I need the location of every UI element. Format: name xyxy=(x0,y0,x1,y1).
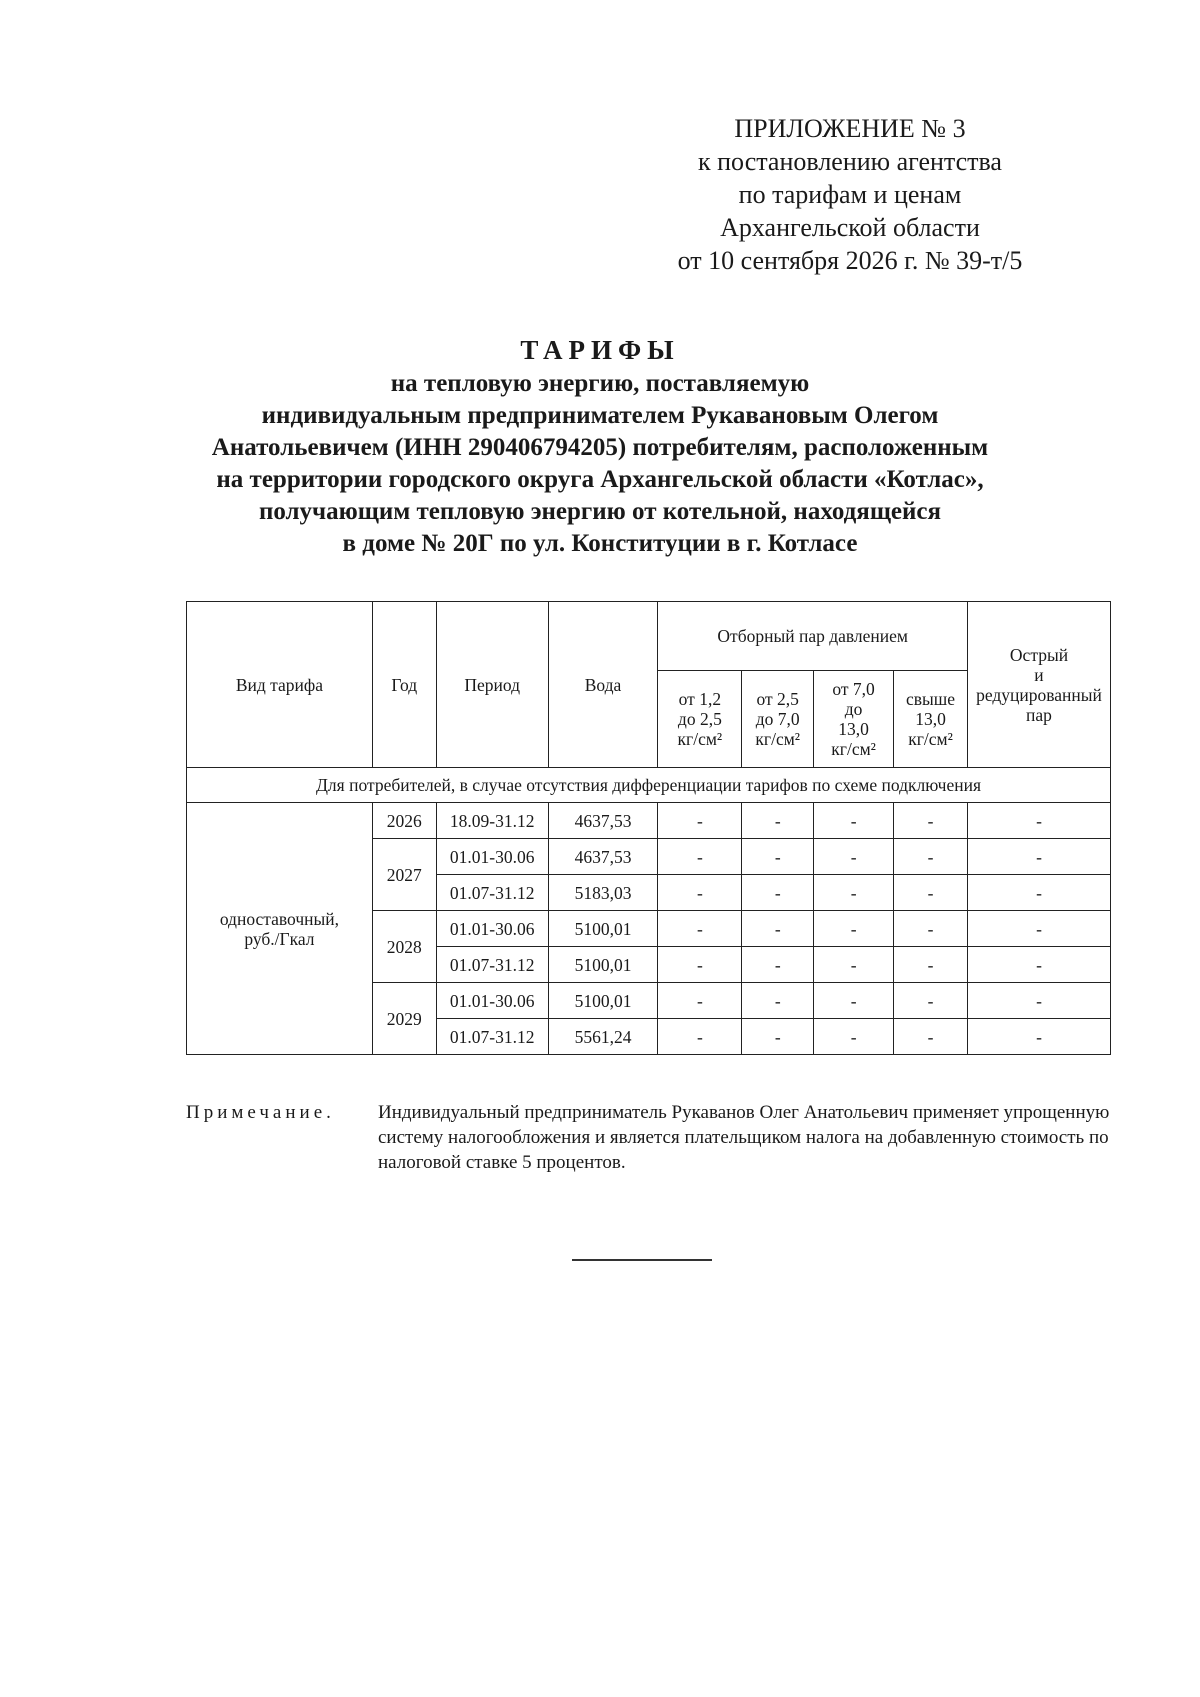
note-text: Индивидуальный предприниматель Рукаванов Олег Анатольевич применяет упрощенную систему налогообложения и является плательщиком налога на добавленную стоимость по налоговой ставке 5 процентов. xyxy=(378,1102,1110,1173)
steam-cell: - xyxy=(742,911,814,947)
steam-cell: - xyxy=(894,839,968,875)
header-steam-2 xyxy=(742,671,814,768)
sharp-steam-cell: - xyxy=(967,839,1110,875)
year-cell: 2028 xyxy=(372,911,436,983)
appendix-number: ПРИЛОЖЕНИЕ № 3 xyxy=(734,114,966,143)
header-text: свыше xyxy=(906,689,956,709)
header-text: и xyxy=(1034,664,1044,685)
header-text: от 1,2 xyxy=(678,689,722,709)
steam-cell: - xyxy=(658,911,742,947)
document-title xyxy=(150,334,1050,560)
header-steam-1 xyxy=(658,671,742,768)
header-sharp-steam xyxy=(967,602,1110,768)
steam-cell: - xyxy=(742,1019,814,1055)
water-cell: 5100,01 xyxy=(548,947,658,983)
steam-cell: - xyxy=(894,1019,968,1055)
header-water: Вода xyxy=(548,602,658,768)
title-line: на территории городского округа Архангельской области «Котлас», xyxy=(216,466,984,493)
water-cell: 5100,01 xyxy=(548,911,658,947)
steam-cell: - xyxy=(894,911,968,947)
header-text: 13,0 xyxy=(915,709,946,729)
steam-cell: - xyxy=(658,839,742,875)
sharp-steam-cell: - xyxy=(967,911,1110,947)
steam-cell: - xyxy=(894,803,968,839)
header-text: до 2,5 xyxy=(677,709,722,729)
steam-cell: - xyxy=(894,983,968,1019)
period-cell: 01.07-31.12 xyxy=(436,875,548,911)
steam-cell: - xyxy=(658,983,742,1019)
water-cell: 5561,24 xyxy=(548,1019,658,1055)
steam-cell: - xyxy=(742,803,814,839)
header-text: до xyxy=(844,699,863,719)
year-cell: 2029 xyxy=(372,983,436,1055)
steam-cell: - xyxy=(742,875,814,911)
steam-cell: - xyxy=(658,803,742,839)
title-line: индивидуальным предпринимателем Рукавановым Олегом xyxy=(261,402,939,429)
header-text: кг/см² xyxy=(677,729,723,749)
sharp-steam-cell: - xyxy=(967,983,1110,1019)
water-cell: 5100,01 xyxy=(548,983,658,1019)
steam-cell: - xyxy=(814,875,894,911)
header-row xyxy=(187,602,1111,671)
header-text: кг/см² xyxy=(831,739,876,759)
water-cell: 4637,53 xyxy=(548,803,658,839)
header-text: от 2,5 xyxy=(756,689,799,709)
section-row xyxy=(187,768,1111,803)
title-line: Анатольевичем (ИНН 290406794205) потребителям, расположенным xyxy=(211,434,989,461)
period-cell: 01.07-31.12 xyxy=(436,1019,548,1055)
note-label: Примечание. xyxy=(186,1102,335,1123)
header-text: кг/см² xyxy=(755,729,801,749)
header-text: до 7,0 xyxy=(755,709,800,729)
steam-cell: - xyxy=(742,947,814,983)
steam-cell: - xyxy=(814,1019,894,1055)
header-steam-4 xyxy=(894,671,968,768)
header-steam-group: Отборный пар давлением xyxy=(658,602,968,671)
table-row xyxy=(187,803,1111,839)
period-cell: 01.01-30.06 xyxy=(436,983,548,1019)
appendix-date: от 10 сентября 2026 г. № 39-т/5 xyxy=(677,246,1023,275)
steam-cell: - xyxy=(894,947,968,983)
header-text: от 7,0 xyxy=(832,679,875,699)
period-cell: 01.01-30.06 xyxy=(436,911,548,947)
appendix-line: к постановлению агентства xyxy=(698,147,1002,176)
tariff-table xyxy=(186,601,1111,1055)
tariff-name-unit: руб./Гкал xyxy=(244,928,315,949)
steam-cell: - xyxy=(814,983,894,1019)
header-text: 13,0 xyxy=(838,719,869,739)
header-text: Острый xyxy=(1009,644,1069,665)
sharp-steam-cell: - xyxy=(967,1019,1110,1055)
title-line: на тепловую энергию, поставляемую xyxy=(390,370,810,397)
section-label: Для потребителей, в случае отсутствия дифференциации тарифов по схеме подключения xyxy=(187,768,1111,803)
year-cell: 2026 xyxy=(372,803,436,839)
steam-cell: - xyxy=(814,803,894,839)
title-line: в доме № 20Г по ул. Конституции в г. Котласе xyxy=(342,530,858,557)
steam-cell: - xyxy=(658,1019,742,1055)
sharp-steam-cell: - xyxy=(967,875,1110,911)
year-cell: 2027 xyxy=(372,839,436,911)
tariff-name-text: одноставочный, xyxy=(219,908,340,929)
steam-cell: - xyxy=(658,875,742,911)
tariff-name xyxy=(187,803,373,1055)
steam-cell: - xyxy=(894,875,968,911)
header-tariff-type: Вид тарифа xyxy=(187,602,373,768)
header-text: кг/см² xyxy=(908,729,953,749)
header-text: редуцированный xyxy=(976,684,1102,705)
steam-cell: - xyxy=(742,983,814,1019)
header-steam-3 xyxy=(814,671,894,768)
steam-cell: - xyxy=(742,839,814,875)
title-line: получающим тепловую энергию от котельной, находящейся xyxy=(258,498,942,525)
appendix-line: по тарифам и ценам xyxy=(738,180,962,209)
steam-cell: - xyxy=(814,947,894,983)
period-cell: 01.07-31.12 xyxy=(436,947,548,983)
period-cell: 01.01-30.06 xyxy=(436,839,548,875)
appendix-line: Архангельской области xyxy=(720,213,980,242)
header-text: пар xyxy=(1026,704,1052,725)
sharp-steam-cell: - xyxy=(967,803,1110,839)
period-cell: 18.09-31.12 xyxy=(436,803,548,839)
water-cell: 5183,03 xyxy=(548,875,658,911)
title-heading: ТАРИФЫ xyxy=(520,335,680,365)
steam-cell: - xyxy=(814,911,894,947)
end-divider xyxy=(572,1259,712,1261)
appendix-header xyxy=(640,112,1060,277)
header-period: Период xyxy=(436,602,548,768)
steam-cell: - xyxy=(814,839,894,875)
water-cell: 4637,53 xyxy=(548,839,658,875)
header-year: Год xyxy=(372,602,436,768)
steam-cell: - xyxy=(658,947,742,983)
sharp-steam-cell: - xyxy=(967,947,1110,983)
